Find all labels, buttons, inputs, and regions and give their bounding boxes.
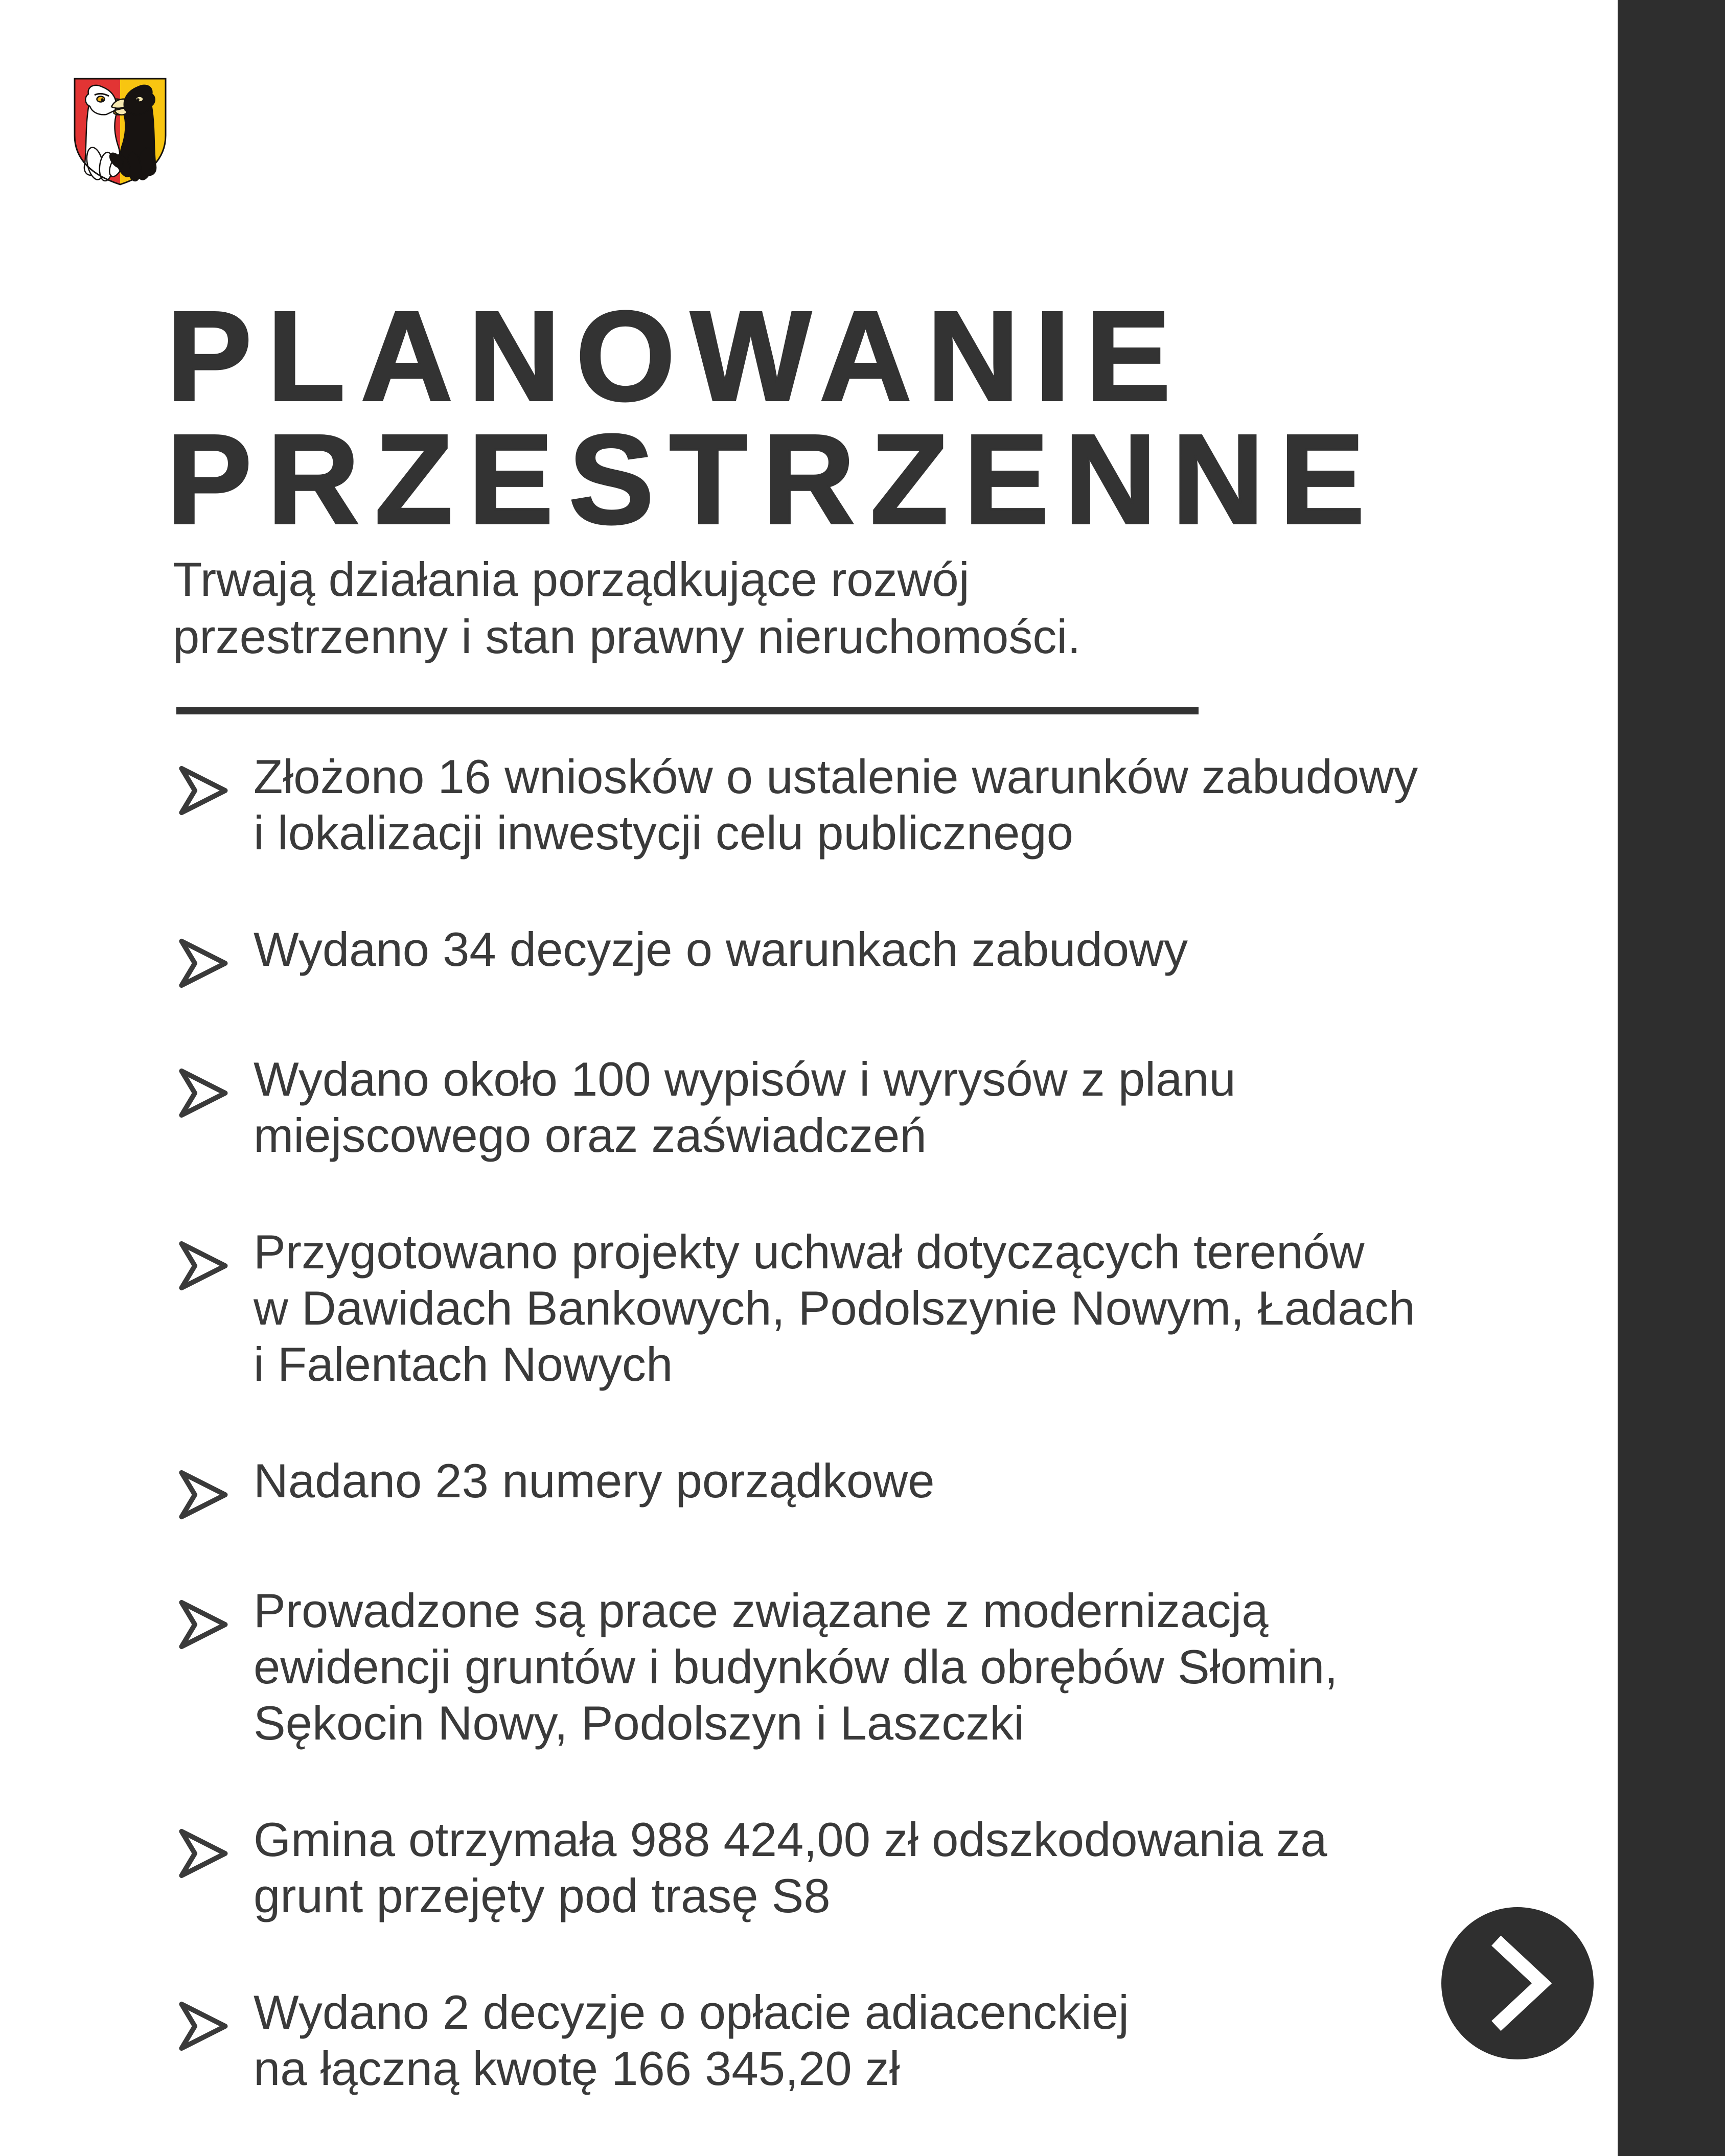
list-item-line: Sękocin Nowy, Podolszyn i Laszczki	[254, 1696, 1025, 1750]
list-item-line: grunt przejęty pod trasę S8	[254, 1869, 831, 1922]
page-title: PLANOWANIE PRZESTRZENNE	[167, 284, 1381, 550]
list-item	[173, 1453, 1589, 1522]
list-item-line: Gmina otrzymała 988 424,00 zł odszkodowania za	[254, 1813, 1327, 1866]
achievements-list	[173, 749, 1589, 2097]
arrow-bullet-icon	[173, 1597, 228, 1652]
chevron-right-icon	[1441, 1907, 1594, 2059]
arrow-bullet-icon	[173, 1065, 228, 1121]
list-item	[173, 1812, 1589, 1924]
list-item-line: Nadano 23 numery porządkowe	[254, 1454, 935, 1508]
list-item-text	[254, 921, 1188, 978]
list-item-text	[254, 1224, 1415, 1393]
list-item	[173, 1984, 1589, 2097]
list-item-line: Wydano 34 decyzje o warunkach zabudowy	[254, 922, 1188, 976]
list-item-line: Wydano 2 decyzje o opłacie adiacenckiej	[254, 1985, 1130, 2039]
list-item-line: Złożono 16 wniosków o ustalenie warunków zabudowy	[254, 750, 1418, 803]
list-item-line: i Falentach Nowych	[254, 1337, 673, 1391]
list-item-line: na łączną kwotę 166 345,20 zł	[254, 2042, 900, 2095]
list-item	[173, 1583, 1589, 1751]
arrow-bullet-icon	[173, 936, 228, 991]
list-item-text	[254, 749, 1418, 861]
subtitle-line: Trwają działania porządkujące rozwój	[173, 552, 970, 606]
arrow-bullet-icon	[173, 763, 228, 818]
list-item	[173, 1051, 1589, 1164]
title-underline	[176, 707, 1199, 714]
list-item-text	[254, 1812, 1327, 1924]
list-item-text	[254, 1583, 1338, 1751]
list-item-line: Przygotowano projekty uchwał dotyczących terenów	[254, 1225, 1365, 1279]
arrow-bullet-icon	[173, 1826, 228, 1881]
coat-of-arms	[72, 76, 169, 188]
list-item-line: Prowadzone są prace związane z modernizacją	[254, 1584, 1269, 1637]
list-item-line: i lokalizacji inwestycji celu publicznego	[254, 806, 1073, 860]
list-item-line: ewidencji gruntów i budynków dla obrębów Słomin,	[254, 1640, 1338, 1694]
next-page-button[interactable]	[1441, 1907, 1594, 2059]
arrow-bullet-icon	[173, 1999, 228, 2054]
list-item	[173, 1224, 1589, 1393]
right-accent-bar	[1618, 0, 1725, 2156]
arrow-bullet-icon	[173, 1467, 228, 1522]
list-item-text	[254, 1984, 1129, 2097]
page-subtitle	[173, 551, 1080, 665]
list-item	[173, 749, 1589, 861]
list-item-line: w Dawidach Bankowych, Podolszynie Nowym, Ładach	[254, 1281, 1415, 1335]
list-item-line: Wydano około 100 wypisów i wyrysów z planu	[254, 1052, 1236, 1106]
subtitle-line: przestrzenny i stan prawny nieruchomości.	[173, 610, 1081, 663]
list-item	[173, 921, 1589, 991]
arrow-bullet-icon	[173, 1238, 228, 1293]
list-item-line: miejscowego oraz zaświadczeń	[254, 1108, 927, 1162]
list-item-text	[254, 1453, 934, 1509]
list-item-text	[254, 1051, 1236, 1164]
